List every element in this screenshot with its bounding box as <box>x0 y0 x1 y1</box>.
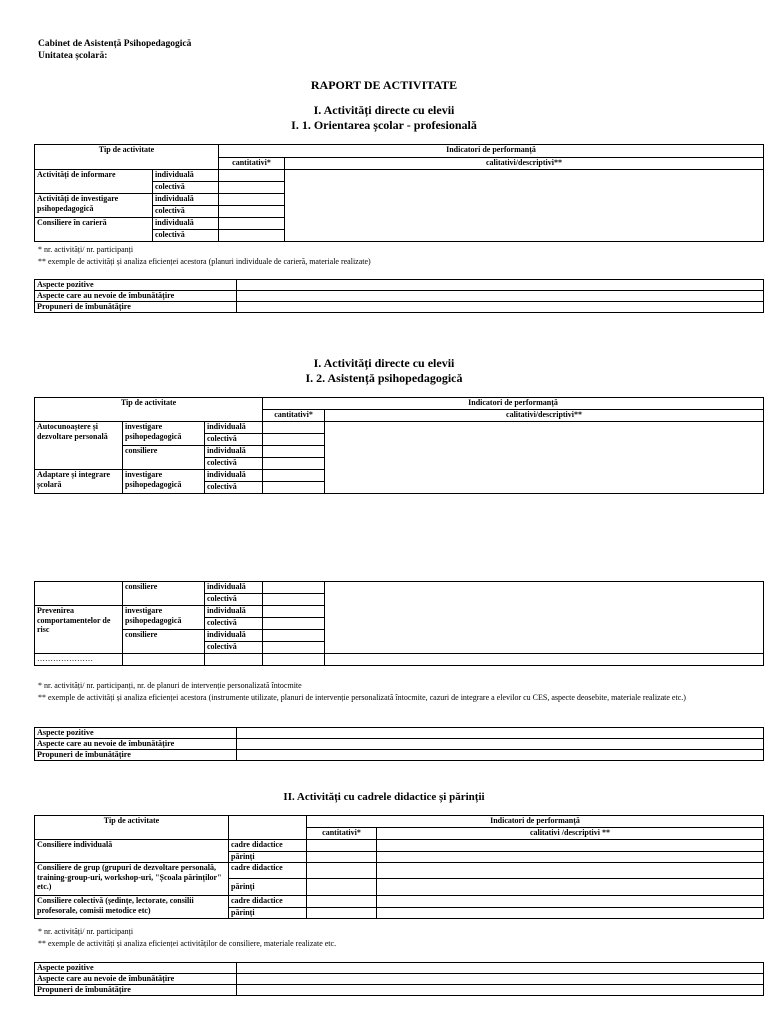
note-1a: * nr. activități/ nr. participanți <box>38 245 134 254</box>
aspecte-table-1 <box>34 279 764 313</box>
cell-input[interactable] <box>237 291 764 302</box>
cell-input[interactable] <box>263 630 325 642</box>
cell-consiliere: consiliere <box>123 582 205 606</box>
cell-input[interactable] <box>263 446 325 458</box>
aspecte-table-2 <box>34 727 764 761</box>
cell-input[interactable] <box>325 422 764 494</box>
cell-input[interactable] <box>307 908 377 919</box>
table-orientare <box>34 144 764 242</box>
propuneri-imbunatatire: Propuneri de îmbunătățire <box>35 985 237 996</box>
calitativi-header: calitativi/descriptivi** <box>325 410 764 422</box>
cell-individuala: individuală <box>153 170 219 182</box>
row-adaptare: Adaptare și integrare școlară <box>35 470 123 494</box>
cell-investigare: investigare psihopedagogică <box>123 422 205 446</box>
table-asistenta-continued <box>34 581 764 666</box>
note-1b: ** exemple de activități și analiza eficienței acestora (planuri individuale de carieră, materiale realizate) <box>38 257 371 266</box>
cell-colectiva: colectivă <box>205 618 263 630</box>
cell-input[interactable] <box>263 582 325 594</box>
cabinet-name: Cabinet de Asistență Psihopedagogică <box>38 39 192 49</box>
cell-input[interactable] <box>377 863 764 879</box>
cell-colectiva: colectivă <box>205 434 263 446</box>
cell-input[interactable] <box>205 654 263 666</box>
cell-colectiva: colectivă <box>205 458 263 470</box>
cell-parinti: părinți <box>229 879 307 896</box>
aspecte-pozitive: Aspecte pozitive <box>35 728 237 739</box>
cell-cadre: cadre didactice <box>229 840 307 852</box>
cell-individuala: individuală <box>205 446 263 458</box>
tip-header: Tip de activitate <box>35 145 219 170</box>
row-consiliere-individuala: Consiliere individuală <box>35 840 229 863</box>
row-consiliere-colectiva: Consiliere colectivă (ședințe, lectorate, consilii profesorale, comisii metodice etc) <box>35 896 229 919</box>
report-title: RAPORT DE ACTIVITATE <box>310 78 458 92</box>
cell-individuala: individuală <box>153 218 219 230</box>
note-3a: * nr. activități/ nr. participanți <box>38 927 134 936</box>
propuneri-imbunatatire: Propuneri de îmbunătățire <box>35 302 237 313</box>
cell-input[interactable] <box>237 728 764 739</box>
cell-individuala: individuală <box>205 606 263 618</box>
cell-input[interactable] <box>237 280 764 291</box>
indicatori-header: Indicatori de performanță <box>263 398 764 410</box>
aspecte-table-3 <box>34 962 764 996</box>
cell-investigare: investigare psihopedagogică <box>123 606 205 630</box>
cantitativi-header: cantitativi* <box>307 828 377 840</box>
cell-investigare: investigare psihopedagogică <box>123 470 205 494</box>
cell-parinti: părinți <box>229 908 307 919</box>
section-1-title-repeat: I. Activități directe cu elevii <box>313 356 455 370</box>
table-asistenta <box>34 397 764 494</box>
calitativi-header: calitativi/descriptivi** <box>285 158 764 170</box>
cell-input[interactable] <box>263 434 325 446</box>
cell-input[interactable] <box>263 654 325 666</box>
cell-input[interactable] <box>263 594 325 606</box>
row-investigare: Activități de investigare psihopedagogică <box>35 194 153 218</box>
school-unit-label: Unitatea școlară: <box>38 51 108 61</box>
cell-input[interactable] <box>123 654 205 666</box>
cell-input[interactable] <box>263 470 325 482</box>
cell-input[interactable] <box>237 750 764 761</box>
cell-input[interactable] <box>237 985 764 996</box>
row-informare: Activități de informare <box>35 170 153 194</box>
cell-input[interactable] <box>219 182 285 194</box>
cell-individuala: individuală <box>205 422 263 434</box>
section-1-2-title: I. 2. Asistență psihopedagogică <box>305 371 463 385</box>
cell-input[interactable] <box>377 840 764 852</box>
cell-input[interactable] <box>263 482 325 494</box>
cell-input[interactable] <box>219 218 285 230</box>
cell-colectiva: colectivă <box>205 642 263 654</box>
aspecte-imbunatatire: Aspecte care au nevoie de îmbunătățire <box>35 974 237 985</box>
indicatori-header: Indicatori de performanță <box>219 145 764 158</box>
aspecte-pozitive: Aspecte pozitive <box>35 280 237 291</box>
cell-colectiva: colectivă <box>153 182 219 194</box>
cell-input[interactable] <box>237 963 764 974</box>
cell-input[interactable] <box>237 302 764 313</box>
cell-input[interactable] <box>263 422 325 434</box>
tip-header: Tip de activitate <box>35 398 263 422</box>
cell-input[interactable] <box>377 852 764 863</box>
cell-input[interactable] <box>377 896 764 908</box>
aspecte-imbunatatire: Aspecte care au nevoie de îmbunătățire <box>35 291 237 302</box>
note-2a: * nr. activități/ nr. participanți, nr. de planuri de intervenție personalizată întocmite <box>38 681 302 690</box>
cell-input[interactable] <box>219 194 285 206</box>
cell-individuala: individuală <box>205 582 263 594</box>
cell-input[interactable] <box>219 230 285 242</box>
calitativi-header: calitativi /descriptivi ** <box>377 828 764 840</box>
cantitativi-header: cantitativi* <box>263 410 325 422</box>
cell-colectiva: colectivă <box>205 482 263 494</box>
cell-input[interactable] <box>307 840 377 852</box>
table-cadre-parinti <box>34 815 764 919</box>
indicatori-header: Indicatori de performanță <box>307 816 764 828</box>
cell-consiliere: consiliere <box>123 630 205 654</box>
cell-input[interactable] <box>325 582 764 654</box>
row-prevenire: Prevenirea comportamentelor de risc <box>35 606 123 654</box>
cell-input[interactable] <box>377 908 764 919</box>
cell-individuala: individuală <box>153 194 219 206</box>
section-1-1-title: I. 1. Orientarea școlar - profesională <box>291 118 477 132</box>
note-2b: ** exemple de activități și analiza eficienței acestora (instrumente utilizate, planuri de intervenție personalizată întocmite, cazuri de integrare a elevilor cu CES, aspecte deosebite, materiale realizate etc.) <box>38 693 686 702</box>
cell-input[interactable] <box>263 606 325 618</box>
cell-input[interactable] <box>237 974 764 985</box>
cell-input[interactable] <box>307 863 377 879</box>
cell-input[interactable] <box>263 458 325 470</box>
cell-input[interactable] <box>219 206 285 218</box>
cell-cadre: cadre didactice <box>229 863 307 879</box>
cell-input[interactable] <box>263 642 325 654</box>
row-consiliere-grup: Consiliere de grup (grupuri de dezvoltare personală, training-group-uri, workshop-uri, "Școala părinților" etc.) <box>35 863 229 896</box>
cell-input[interactable] <box>237 739 764 750</box>
cell-individuala: individuală <box>205 630 263 642</box>
note-3b: ** exemple de activități și analiza eficienței activităților de consiliere, materiale realizate etc. <box>38 939 337 948</box>
propuneri-imbunatatire: Propuneri de îmbunătățire <box>35 750 237 761</box>
cell-consiliere: consiliere <box>123 446 205 470</box>
section-1-title: I. Activități directe cu elevii <box>313 103 455 117</box>
cell-parinti: părinți <box>229 852 307 863</box>
cell-input[interactable] <box>285 170 764 242</box>
aspecte-imbunatatire: Aspecte care au nevoie de îmbunătățire <box>35 739 237 750</box>
section-2-title: II. Activități cu cadrele didactice și părinții <box>283 791 485 803</box>
cell-input[interactable] <box>377 879 764 896</box>
cell-input[interactable] <box>325 654 764 666</box>
cell-input[interactable] <box>263 618 325 630</box>
cell-input[interactable] <box>307 879 377 896</box>
cantitativi-header: cantitativi* <box>219 158 285 170</box>
cell-input[interactable] <box>307 852 377 863</box>
cell-individuala: individuală <box>205 470 263 482</box>
cell-colectiva: colectivă <box>153 230 219 242</box>
cell-cadre: cadre didactice <box>229 896 307 908</box>
cell-input[interactable] <box>219 170 285 182</box>
cell-colectiva: colectivă <box>205 594 263 606</box>
row-dots: ………………… <box>35 654 123 666</box>
cell-colectiva: colectivă <box>153 206 219 218</box>
aspecte-pozitive: Aspecte pozitive <box>35 963 237 974</box>
cell-empty <box>35 582 123 606</box>
cell-input[interactable] <box>307 896 377 908</box>
tip-header: Tip de activitate <box>35 816 229 840</box>
cell-empty <box>229 816 307 840</box>
row-autocunoastere: Autocunoaștere și dezvoltare personală <box>35 422 123 470</box>
row-consiliere-cariera: Consiliere în carieră <box>35 218 153 242</box>
